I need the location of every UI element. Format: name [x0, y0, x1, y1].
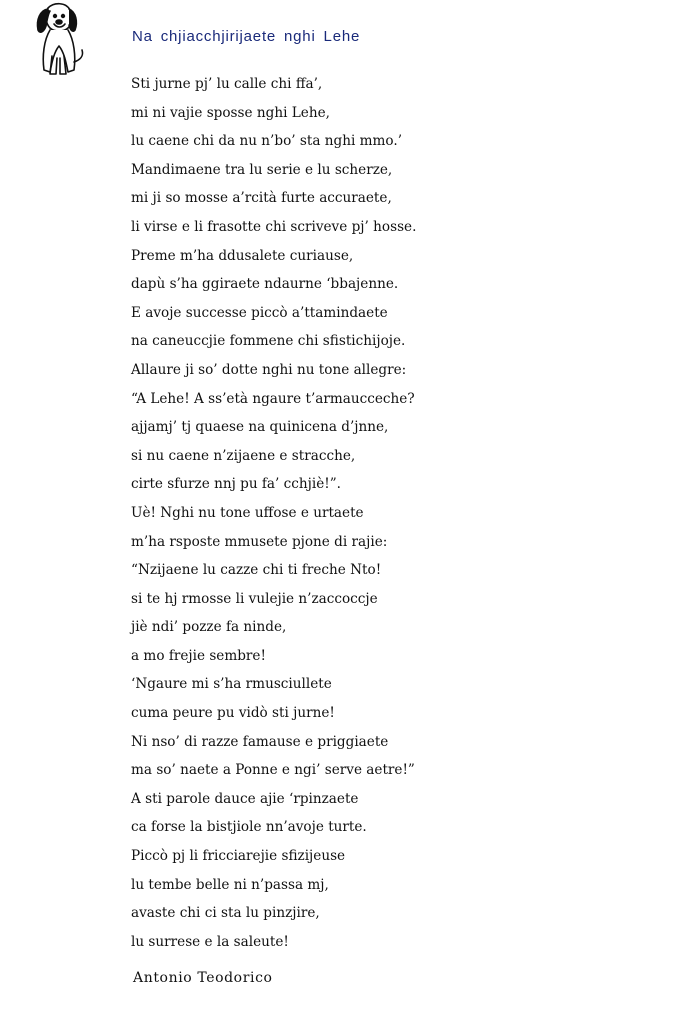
poem-line: si te hj rmosse li vulejie n’zaccoccje — [131, 590, 378, 607]
poem-line: a mo frejie sembre! — [131, 647, 266, 664]
poem-line: “Nzijaene lu cazze chi ti freche Nto! — [131, 562, 382, 579]
poem-line: Sti jurne pj’ lu calle chi ffa’, — [131, 76, 323, 92]
poem-line: cuma peure pu vidò sti jurne! — [131, 705, 335, 722]
poem-title: Na chjiacchjirijaete nghi Lehe — [132, 28, 361, 45]
poem-line: m’ha rsposte mmusete pjone di rajie: — [131, 533, 388, 550]
poem-line: si nu caene n’zijaene e stracche, — [131, 447, 356, 464]
poem-line: Piccò pj li fricciarejie sfizijeuse — [131, 848, 346, 865]
poem-line: li virse e li frasotte chi scriveve pj’ hosse. — [131, 218, 417, 235]
poem-line: mi ji so mosse a’rcità furte accuraete, — [131, 190, 392, 207]
poem-line: Uè! Nghi nu tone uffose e urtaete — [131, 504, 364, 521]
poem-line: Allaure ji so’ dotte nghi nu tone allegre: — [131, 361, 407, 378]
poem-line: ‘Ngaure mi s’ha rmusciullete — [131, 676, 332, 693]
poem-line: cirte sfurze nnj pu fa’ cchjiè!”. — [131, 476, 341, 493]
poem-line: “A Lehe! A ss’età ngaure t’armaucceche? — [131, 390, 415, 407]
poem-line: ajjamj’ tj quaese na quinicena d’jnne, — [131, 419, 389, 436]
poem-line: Mandimaene tra lu serie e lu scherze, — [131, 161, 393, 178]
poem-line: ca forse la bistjiole nn’avoje turte. — [131, 819, 367, 836]
poem-line: jiè ndi’ pozze fa ninde, — [131, 619, 287, 636]
cartoon-dog-icon — [28, 0, 88, 80]
poem-line: ma so’ naete a Ponne e ngi’ serve aetre!” — [131, 762, 415, 779]
poem-line: na caneuccjie fommene chi sfistichijoje. — [131, 333, 406, 350]
poem-line: A sti parole dauce ajie ‘rpinzaete — [131, 790, 359, 807]
poem-line: E avoje successe piccò a’ttamindaete — [131, 304, 388, 321]
poem-line: Preme m’ha ddusalete curiause, — [131, 247, 354, 264]
author-signature: Antonio Teodorico — [133, 970, 273, 986]
poem-line: mi ni vajie sposse nghi Lehe, — [131, 104, 330, 121]
poem-line: lu tembe belle ni n’passa mj, — [131, 876, 329, 893]
poem-line: lu caene chi da nu n’bo’ sta nghi mmo.’ — [131, 133, 403, 150]
poem-line: avaste chi ci sta lu pinzjire, — [131, 905, 320, 922]
poem-line: Ni nso’ di razze famause e priggiaete — [131, 733, 389, 750]
poem-body — [131, 74, 416, 960]
poem-line: dapù s’ha ggiraete ndaurne ‘bbajenne. — [131, 276, 399, 293]
poem-line: lu surrese e la saleute! — [131, 933, 289, 950]
